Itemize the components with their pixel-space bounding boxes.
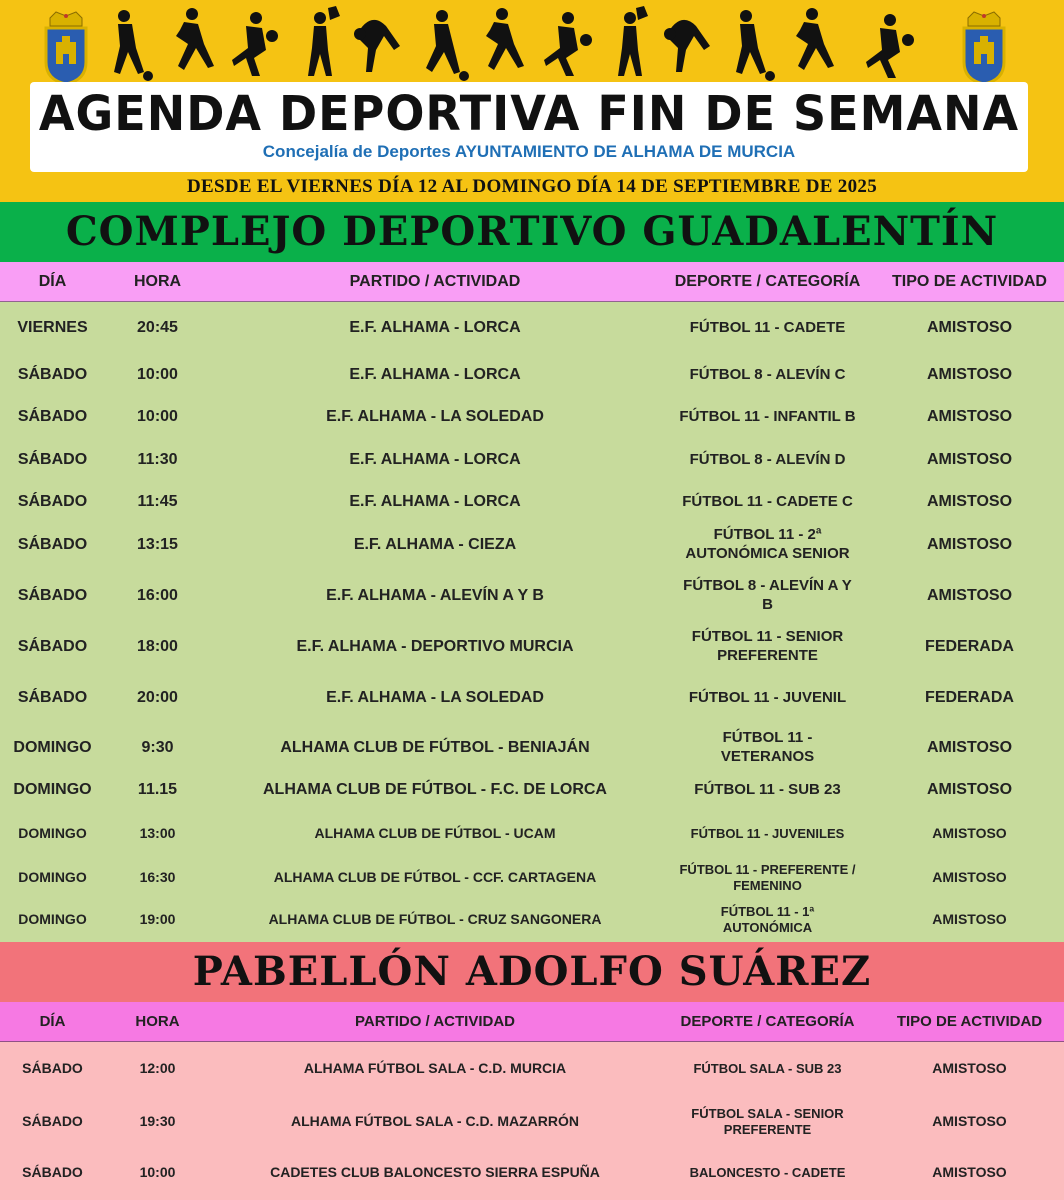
athlete-silhouettes-icon	[100, 6, 960, 82]
table-row	[0, 768, 1064, 812]
table-header	[0, 1002, 1064, 1042]
table-row	[0, 574, 1064, 618]
cell-deporte: FÚTBOL 11 - JUVENILES	[690, 825, 845, 841]
header-banner	[0, 0, 1064, 202]
cell-tipo: AMISTOSO	[932, 825, 1007, 842]
cell-partido: E.F. ALHAMA - LORCA	[349, 319, 521, 336]
cell-tipo: AMISTOSO	[926, 493, 1013, 510]
table-row	[0, 523, 1064, 567]
venue-title: COMPLEJO DEPORTIVO GUADALENTÍN	[0, 202, 1064, 262]
cell-dia: DOMINGO	[18, 911, 87, 928]
cell-hora: 16:30	[139, 869, 176, 886]
cell-deporte: FÚTBOL 11 - SENIOR PREFERENTE	[691, 628, 844, 664]
cell-partido: E.F. ALHAMA - DEPORTIVO MURCIA	[296, 638, 574, 655]
cell-partido: E.F. ALHAMA - LORCA	[349, 366, 521, 383]
table-row	[0, 480, 1064, 524]
column-header-dia: DÍA	[38, 273, 67, 290]
table-row	[0, 1047, 1064, 1091]
cell-tipo: AMISTOSO	[926, 536, 1013, 553]
cell-partido: CADETES CLUB BALONCESTO SIERRA ESPUÑA	[270, 1164, 600, 1181]
cell-deporte: BALONCESTO - CADETE	[689, 1164, 846, 1180]
cell-tipo: AMISTOSO	[932, 1164, 1007, 1181]
table-row	[0, 898, 1064, 942]
cell-deporte: FÚTBOL 11 - SUB 23	[694, 780, 841, 798]
page-subtitle: Concejalía de Deportes AYUNTAMIENTO DE ALHAMA DE MURCIA	[262, 142, 796, 161]
cell-partido: E.F. ALHAMA - ALEVÍN A Y B	[326, 587, 544, 604]
cell-deporte: FÚTBOL 11 - 2ª AUTONÓMICA SENIOR	[685, 526, 850, 562]
cell-partido: ALHAMA CLUB DE FÚTBOL - BENIAJÁN	[280, 739, 590, 756]
cell-dia: DOMINGO	[18, 869, 87, 886]
page-title: AGENDA DEPORTIVA FIN DE SEMANA	[38, 84, 1020, 142]
cell-partido: ALHAMA CLUB DE FÚTBOL - CRUZ SANGONERA	[268, 911, 602, 928]
cell-deporte: FÚTBOL 8 - ALEVÍN C	[689, 365, 846, 383]
cell-partido: E.F. ALHAMA - LA SOLEDAD	[326, 689, 544, 706]
cell-hora: 10:00	[139, 1164, 176, 1181]
cell-dia: SÁBADO	[17, 451, 88, 468]
cell-deporte: FÚTBOL 11 - PREFERENTE / FEMENINO	[679, 861, 856, 893]
cell-deporte: FÚTBOL 11 - CADETE C	[682, 492, 853, 510]
cell-deporte: FÚTBOL 8 - ALEVÍN A Y B	[683, 577, 852, 613]
cell-dia: DOMINGO	[13, 739, 92, 756]
cell-hora: 11.15	[137, 781, 178, 798]
cell-partido: E.F. ALHAMA - LORCA	[349, 493, 521, 510]
cell-hora: 16:00	[137, 587, 178, 604]
cell-hora: 20:00	[137, 689, 178, 706]
cell-tipo: AMISTOSO	[926, 319, 1013, 336]
cell-hora: 9:30	[141, 739, 174, 756]
cell-deporte: FÚTBOL 11 - INFANTIL B	[679, 407, 856, 425]
cell-deporte: FÚTBOL 11 - CADETE	[689, 318, 846, 336]
cell-tipo: FEDERADA	[925, 689, 1014, 706]
cell-tipo: AMISTOSO	[926, 451, 1013, 468]
cell-tipo: AMISTOSO	[932, 911, 1007, 928]
column-header-tipo: TIPO DE ACTIVIDAD	[892, 273, 1047, 290]
column-header-dia: DÍA	[39, 1012, 66, 1030]
cell-dia: DOMINGO	[13, 781, 92, 798]
column-header-deporte: DEPORTE / CATEGORÍA	[674, 273, 861, 290]
table-row	[0, 625, 1064, 669]
cell-dia: SÁBADO	[22, 1164, 83, 1181]
cell-deporte: FÚTBOL 11 - JUVENIL	[688, 688, 847, 706]
cell-hora: 19:00	[139, 911, 176, 928]
cell-dia: DOMINGO	[18, 825, 87, 842]
cell-dia: SÁBADO	[22, 1113, 83, 1130]
cell-tipo: AMISTOSO	[932, 1060, 1007, 1077]
cell-deporte: FÚTBOL 8 - ALEVÍN D	[689, 450, 846, 468]
cell-dia: SÁBADO	[17, 366, 88, 383]
table-row	[0, 856, 1064, 900]
cell-hora: 12:00	[139, 1060, 176, 1077]
cell-tipo: FEDERADA	[925, 638, 1014, 655]
cell-partido: E.F. ALHAMA - LA SOLEDAD	[326, 408, 544, 425]
cell-dia: SÁBADO	[17, 536, 88, 553]
cell-hora: 19:30	[139, 1113, 176, 1130]
table-row	[0, 812, 1064, 856]
venue-title: PABELLÓN ADOLFO SUÁREZ	[0, 942, 1064, 1002]
column-header-hora: HORA	[133, 273, 182, 290]
cell-tipo: AMISTOSO	[926, 408, 1013, 425]
cell-dia: SÁBADO	[17, 493, 88, 510]
cell-tipo: AMISTOSO	[932, 869, 1007, 886]
table-row	[0, 726, 1064, 770]
cell-hora: 11:45	[137, 493, 178, 510]
date-range: DESDE EL VIERNES DÍA 12 AL DOMINGO DÍA 14 DE SEPTIEMBRE DE 2025	[186, 176, 878, 197]
cell-dia: VIERNES	[17, 319, 88, 336]
table-row	[0, 1151, 1064, 1195]
column-header-deporte: DEPORTE / CATEGORÍA	[680, 1012, 855, 1030]
column-header-partido: PARTIDO / ACTIVIDAD	[355, 1012, 515, 1030]
column-header-partido: PARTIDO / ACTIVIDAD	[349, 273, 521, 290]
column-header-tipo: TIPO DE ACTIVIDAD	[896, 1012, 1043, 1030]
cell-partido: ALHAMA CLUB DE FÚTBOL - CCF. CARTAGENA	[273, 869, 597, 886]
table-row	[0, 353, 1064, 397]
cell-deporte: FÚTBOL SALA - SENIOR PREFERENTE	[691, 1105, 844, 1137]
cell-hora: 13:15	[137, 536, 178, 553]
cell-deporte: FÚTBOL 11 - 1ª AUTONÓMICA	[720, 903, 815, 935]
cell-partido: E.F. ALHAMA - CIEZA	[353, 536, 517, 553]
table-header	[0, 262, 1064, 302]
cell-partido: ALHAMA CLUB DE FÚTBOL - F.C. DE LORCA	[263, 781, 607, 798]
table-row	[0, 438, 1064, 482]
cell-hora: 10:00	[137, 408, 178, 425]
cell-dia: SÁBADO	[17, 638, 88, 655]
cell-partido: ALHAMA FÚTBOL SALA - C.D. MURCIA	[303, 1060, 567, 1077]
cell-dia: SÁBADO	[22, 1060, 83, 1077]
cell-hora: 20:45	[137, 319, 178, 336]
cell-hora: 10:00	[137, 366, 178, 383]
cell-deporte: FÚTBOL SALA - SUB 23	[693, 1060, 842, 1076]
cell-tipo: AMISTOSO	[926, 366, 1013, 383]
cell-hora: 11:30	[137, 451, 178, 468]
schedule-table-guadalentin	[0, 302, 1064, 942]
town-crest-icon	[40, 10, 92, 86]
cell-tipo: AMISTOSO	[926, 587, 1013, 604]
cell-partido: E.F. ALHAMA - LORCA	[349, 451, 521, 468]
cell-partido: ALHAMA FÚTBOL SALA - C.D. MAZARRÓN	[290, 1113, 579, 1130]
cell-tipo: AMISTOSO	[926, 739, 1013, 756]
cell-dia: SÁBADO	[17, 587, 88, 604]
schedule-table-pabellon	[0, 1042, 1064, 1200]
column-header-hora: HORA	[135, 1012, 180, 1030]
cell-hora: 13:00	[139, 825, 176, 842]
cell-dia: SÁBADO	[17, 408, 88, 425]
table-row	[0, 676, 1064, 720]
cell-tipo: AMISTOSO	[932, 1113, 1007, 1130]
cell-deporte: FÚTBOL 11 - VETERANOS	[720, 729, 815, 765]
cell-hora: 18:00	[137, 638, 178, 655]
table-row	[0, 306, 1064, 350]
table-row	[0, 395, 1064, 439]
cell-dia: SÁBADO	[17, 689, 88, 706]
table-row	[0, 1100, 1064, 1144]
town-crest-icon	[958, 10, 1010, 86]
cell-tipo: AMISTOSO	[926, 781, 1013, 798]
cell-partido: ALHAMA CLUB DE FÚTBOL - UCAM	[314, 825, 556, 842]
